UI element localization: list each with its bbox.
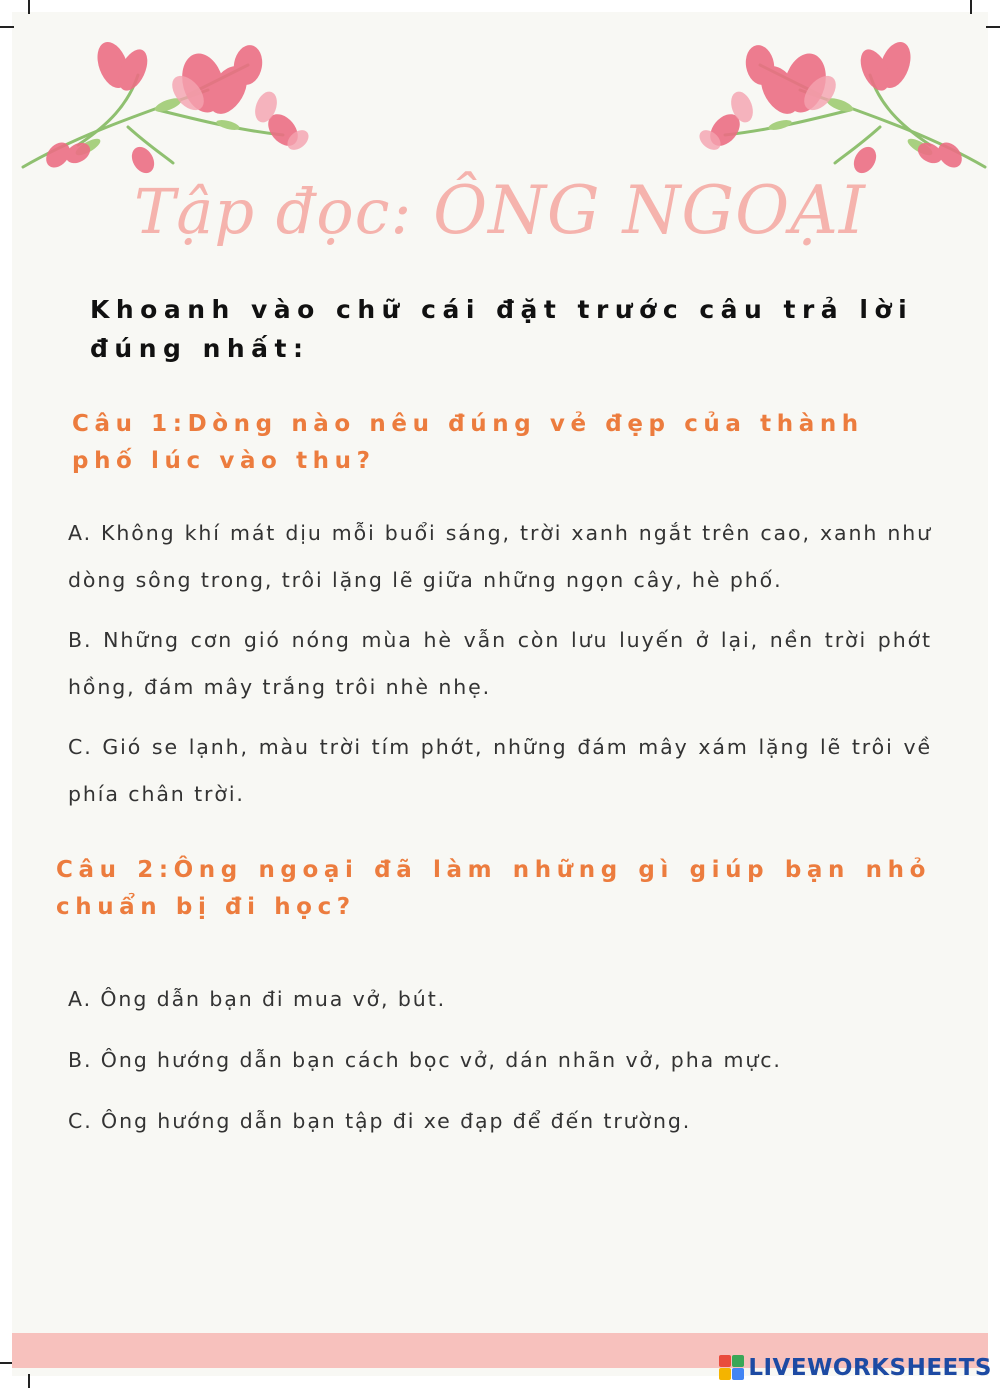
liveworksheets-logo[interactable] bbox=[719, 1354, 992, 1382]
brand-name: LIVEWORKSHEETS bbox=[748, 1355, 992, 1381]
instruction-text: Khoanh vào chữ cái đặt trước câu trả lời đúng nhất: bbox=[90, 295, 914, 363]
question-1-option-a[interactable]: A. Không khí mát dịu mỗi buổi sáng, trời xanh ngắt trên cao, xanh như dòng sông trong, trôi lặng lẽ giữa những ngọn cây, hè phố. bbox=[68, 521, 932, 592]
question-1-option-c[interactable]: C. Gió se lạnh, màu trời tím phớt, những đám mây xám lặng lẽ trôi về phía chân trời. bbox=[68, 735, 932, 806]
question-2-option-a[interactable]: A. Ông dẫn bạn đi mua vở, bút. bbox=[68, 987, 447, 1011]
flower-decoration-left bbox=[18, 35, 318, 175]
crop-mark bbox=[0, 26, 14, 28]
crop-mark bbox=[970, 0, 972, 14]
question-2-option-b[interactable]: B. Ông hướng dẫn bạn cách bọc vở, dán nhãn vở, pha mực. bbox=[68, 1048, 782, 1072]
question-1-option-b[interactable]: B. Những cơn gió nóng mùa hè vẫn còn lưu luyến ở lại, nền trời phớt hồng, đám mây trắng trôi nhè nhẹ. bbox=[68, 628, 932, 699]
crop-mark bbox=[986, 26, 1000, 28]
flower-decoration-right bbox=[690, 35, 990, 175]
title-main: ÔNG NGOẠI bbox=[433, 172, 866, 249]
question-2: Câu 2:Ông ngoại đã làm những gì giúp bạn nhỏ chuẩn bị đi học? bbox=[56, 857, 931, 920]
crop-mark bbox=[28, 0, 30, 14]
question-2-option-c[interactable]: C. Ông hướng dẫn bạn tập đi xe đạp để đến trường. bbox=[68, 1109, 692, 1133]
liveworksheets-icon bbox=[719, 1355, 745, 1381]
crop-mark bbox=[28, 1374, 30, 1388]
title-prefix: Tập đọc: bbox=[134, 175, 434, 248]
worksheet-title bbox=[0, 172, 1000, 249]
question-1: Câu 1:Dòng nào nêu đúng vẻ đẹp của thành phố lúc vào thu? bbox=[72, 411, 864, 474]
